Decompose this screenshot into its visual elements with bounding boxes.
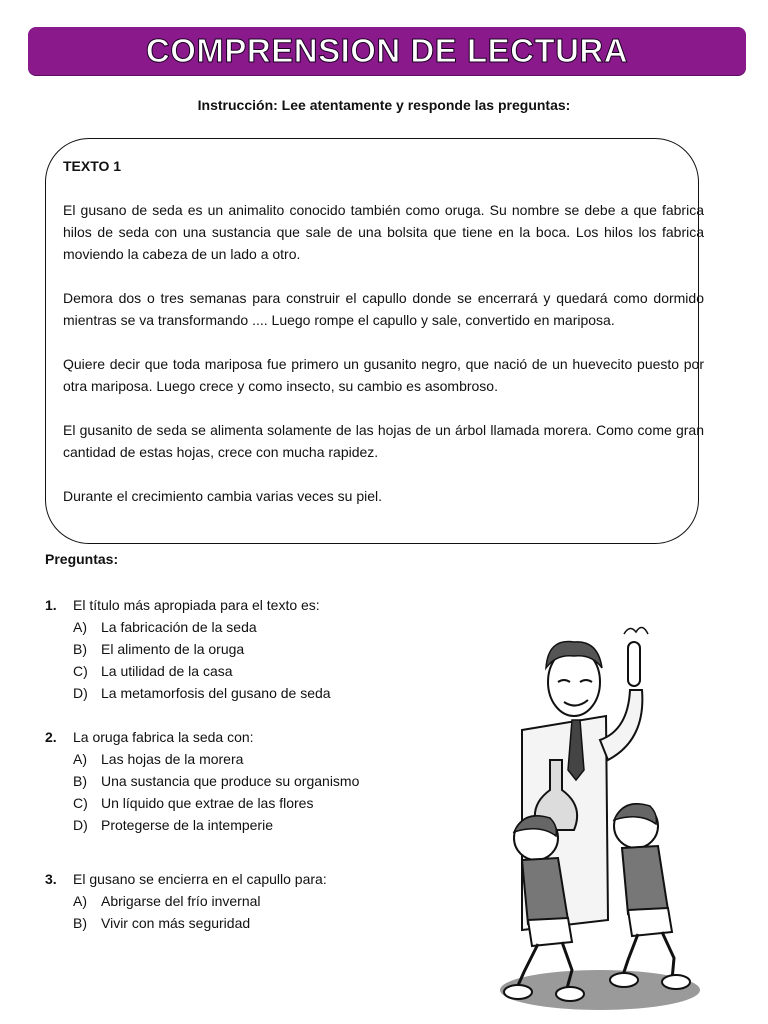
option-letter: A): [73, 893, 87, 909]
option-letter: B): [73, 915, 87, 931]
option-text: Vivir con más seguridad: [101, 915, 251, 931]
option-text: La metamorfosis del gusano de seda: [101, 685, 331, 701]
option-text: La utilidad de la casa: [101, 663, 233, 679]
child-shorts: [528, 918, 572, 946]
option-letter: C): [73, 795, 88, 811]
option-letter: B): [73, 773, 87, 789]
question-1: [45, 594, 475, 704]
reading-text: [63, 155, 704, 529]
scientist-and-children-illustration: [488, 620, 720, 1016]
questions-heading: Preguntas:: [45, 551, 119, 567]
option-letter: D): [73, 685, 88, 701]
option-item: [45, 660, 475, 682]
reading-paragraph: El gusanito de seda se alimenta solamente de las hojas de un árbol llamada morera. Como come gran cantidad de estas hojas, crece con mucha rapidez.: [63, 422, 704, 460]
option-item: [45, 890, 475, 912]
option-letter: D): [73, 817, 88, 833]
test-tube: [628, 642, 640, 686]
child-shirt: [622, 846, 668, 914]
child-shorts: [628, 908, 672, 936]
option-text: Una sustancia que produce su organismo: [101, 773, 360, 789]
question-text: El gusano se encierra en el capullo para:: [73, 871, 327, 887]
option-item: [45, 616, 475, 638]
option-letter: A): [73, 619, 87, 635]
option-item: [45, 638, 475, 660]
option-item: [45, 748, 475, 770]
option-text: Protegerse de la intemperie: [101, 817, 273, 833]
reading-text-title: TEXTO 1: [63, 158, 122, 174]
option-text: Un líquido que extrae de las flores: [101, 795, 314, 811]
reading-paragraph: Demora dos o tres semanas para construir el capullo donde se encerrará y quedará como dormido mientras se va transformando .... Luego rompe el capullo y sale, convertido en mariposa.: [63, 290, 704, 328]
option-text: Abrigarse del frío invernal: [101, 893, 261, 909]
option-item: [45, 814, 475, 836]
reading-paragraph: El gusano de seda es un animalito conocido también como oruga. Su nombre se debe a que fabrica hilos de seda con una sustancia que sale de una bolsita que tiene en la boca. Los hilos los fabrica moviendo la cabeza de un lado a otro.: [63, 202, 704, 262]
question-number: 3.: [45, 871, 57, 887]
option-letter: B): [73, 641, 87, 657]
option-item: [45, 682, 475, 704]
option-item: [45, 770, 475, 792]
option-text: El alimento de la oruga: [101, 641, 245, 657]
title-banner: [28, 27, 746, 75]
question-3: [45, 868, 475, 934]
question-2: [45, 726, 475, 836]
question-number: 2.: [45, 729, 57, 745]
option-text: La fabricación de la seda: [101, 619, 257, 635]
question-number: 1.: [45, 597, 57, 613]
option-item: [45, 792, 475, 814]
questions-list: [45, 594, 475, 934]
page-title: COMPRENSION DE LECTURA: [145, 32, 629, 69]
reading-paragraph: Quiere decir que toda mariposa fue primero un gusanito negro, que nació de un huevecito puesto por otra mariposa. Luego crece y como insecto, su cambio es asombroso.: [63, 356, 704, 394]
question-text: La oruga fabrica la seda con:: [73, 729, 254, 745]
option-text: Las hojas de la morera: [101, 751, 244, 767]
instruction-text: Instrucción: Lee atentamente y responde las preguntas:: [197, 97, 571, 113]
option-letter: C): [73, 663, 88, 679]
option-item: [45, 912, 475, 934]
reading-paragraph: Durante el crecimiento cambia varias veces su piel.: [63, 488, 383, 504]
option-letter: A): [73, 751, 87, 767]
question-text: El título más apropiada para el texto es:: [73, 597, 320, 613]
